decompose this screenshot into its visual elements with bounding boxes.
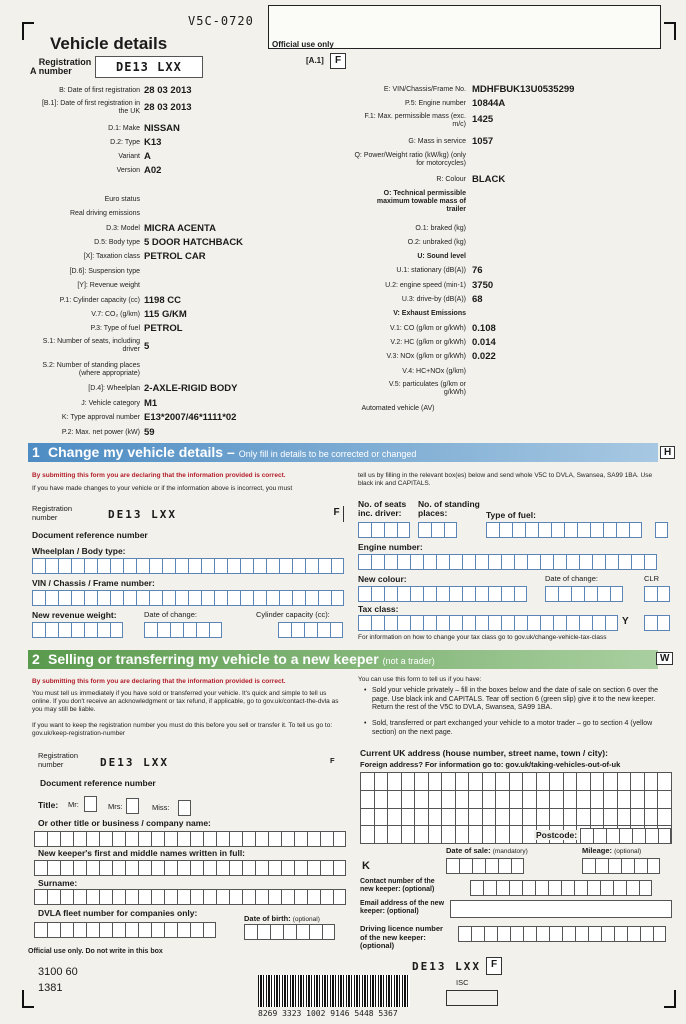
field-value: 0.014 (472, 337, 496, 348)
date-sale-mandatory: (mandatory) (492, 848, 528, 855)
fuel-label: Type of fuel: (486, 510, 536, 520)
date-sale-text: Date of sale: (446, 846, 491, 855)
section1-reg-value: DE13 LXX (108, 508, 177, 521)
field-label: O: Technical permissible maximum towable mass of trailer (376, 190, 466, 213)
field-label: V: Exhaust Emissions (393, 310, 466, 317)
licence-input[interactable] (458, 926, 666, 942)
form-code: V5C-0720 (188, 14, 254, 28)
section2-bullet1: Sold your vehicle privately – fill in the boxes below and the date of sale on section 6 over the page. Use black ink and CAPITALS. Tear off section 6 (green slip) give it to the new keeper. Return the rest of the V5C to DVLA, Swansea, SA99 1BA. (372, 687, 659, 711)
footer-line1: 3100 60 (38, 966, 78, 978)
section1-banner (28, 443, 658, 462)
field-label: V.1: CO (g/km or g/kWh) (390, 325, 466, 332)
miss-label: Miss: (152, 803, 170, 812)
section1-title (48, 444, 416, 460)
mileage-optional: (optional) (614, 848, 642, 855)
corner-mark (22, 990, 34, 1008)
other-title-input[interactable] (34, 831, 346, 847)
field-label: U: Sound level (417, 253, 466, 260)
field-label: Variant (118, 153, 140, 160)
footer-reg: DE13 LXX (412, 960, 481, 973)
field-value: BLACK (472, 174, 506, 185)
clr-input[interactable] (644, 586, 670, 602)
field-value: 76 (472, 265, 483, 276)
dob-input[interactable] (244, 924, 335, 940)
fuel-code-input[interactable] (655, 522, 668, 538)
field-value: 1425 (472, 114, 494, 125)
section2-reg-flag: F (330, 756, 335, 765)
field-label: O.2: unbraked (kg) (407, 239, 466, 246)
field-value: A (144, 151, 151, 162)
date-change-label: Date of change: (144, 610, 197, 619)
section2-title-text: Selling or transferring my vehicle to a new keeper (48, 651, 379, 667)
field-label: U.1: stationary (dB(A)) (396, 267, 466, 274)
reg-label-text: Registration number (38, 57, 92, 76)
corner-mark (22, 22, 34, 40)
cylinder-input[interactable] (278, 622, 343, 638)
tax-info: For information on how to change your tax class go to gov.uk/change-vehicle-tax-class (358, 634, 607, 641)
field-value: 1198 CC (144, 295, 181, 306)
contact-input[interactable] (470, 880, 652, 896)
field-value: 5 (144, 341, 150, 352)
field-label: Automated vehicle (AV) (361, 405, 435, 412)
field-label: U.2: engine speed (min-1) (385, 282, 466, 289)
section2-number: 2 (32, 651, 40, 667)
standing-label: No. of standing places: (418, 499, 480, 518)
field-label: D.1: Make (108, 125, 140, 132)
field-label: O.1: braked (kg) (415, 225, 466, 232)
section1-subtitle: Only fill in details to be corrected or changed (238, 449, 417, 459)
field-label: [D.6]: Suspension type (69, 268, 140, 275)
section1-tag: H (660, 446, 675, 459)
other-title-label: Or other title or business / company name: (38, 818, 211, 828)
field-value: 5 DOOR HATCHBACK (144, 237, 244, 248)
section1-declare: By submitting this form you are declaring that the information provided is correct. (32, 472, 286, 479)
a1-flag-box: F (330, 53, 346, 69)
date-sale-label (446, 846, 528, 855)
tax-class-y: Y (622, 616, 629, 627)
licence-label: Driving licence number of the new keeper: (optional) (360, 924, 443, 950)
field-value: 28 03 2013 (144, 102, 192, 113)
field-label: D.5: Body type (94, 239, 140, 246)
field-value: 1057 (472, 136, 494, 147)
fleet-label: DVLA fleet number for companies only: (38, 908, 198, 918)
contact-label: Contact number of the new keeper: (optional) (360, 878, 435, 893)
wheelplan-input[interactable] (32, 558, 344, 574)
field-label: E: VIN/Chassis/Frame No. (383, 86, 466, 93)
wheelplan-label: Wheelplan / Body type: (32, 546, 126, 556)
field-label: Version (116, 167, 140, 174)
dob-optional: (optional) (292, 916, 320, 923)
title-label: Title: (38, 800, 59, 810)
barcode (258, 975, 410, 1007)
tax-code-input[interactable] (644, 615, 670, 631)
mileage-label (582, 846, 641, 855)
field-label: V.2: HC (g/km or g/kWh) (390, 339, 466, 346)
isc-box (446, 990, 498, 1006)
field-value: 115 G/KM (144, 309, 187, 320)
section2-doc-ref: Document reference number (40, 778, 156, 788)
field-value: NISSAN (144, 123, 180, 134)
section2-subtitle: (not a trader) (382, 656, 435, 666)
names-label: New keeper's first and middle names written in full: (38, 848, 246, 858)
section2-reg-value: DE13 LXX (100, 756, 169, 769)
field-label: [X]: Taxation class (83, 253, 140, 260)
section2-p1: You must tell us immediately if you have sold or transferred your vehicle. It's quick and simple to tell us online. If you don't receive an acknowledgment or tax refund, if applicable, go to gov.uk/contact-the-dvla as you may still be liable. (32, 690, 339, 713)
registration-number-box: DE13 LXX (95, 56, 203, 78)
section2-bullet2: Sold, transferred or part exchanged your vehicle to a motor trader – go to section 4 (yellow section) on the next page. (372, 720, 653, 736)
field-label: Euro status (104, 196, 140, 203)
corner-mark (664, 22, 676, 40)
section1-intro-right: tell us by filling in the relevant box(es) below and send whole V5C to DVLA, Swansea, SA99 1BA. Use black ink and CAPITALS. (358, 472, 653, 487)
field-label: D.3: Model (106, 225, 140, 232)
barcode-number: 8269 3323 1002 9146 5448 5367 (258, 1009, 398, 1018)
field-value: MDHFBUK13U0535299 (472, 84, 575, 95)
tax-class-label: Tax class: (358, 604, 399, 614)
postcode-input[interactable] (580, 828, 671, 844)
field-label: B: Date of first registration (59, 87, 140, 94)
field-label: V.7: CO₂ (g/km) (91, 311, 140, 318)
field-label: P.5: Engine number (405, 100, 466, 107)
section2-banner (28, 650, 658, 669)
seats-label: No. of seats inc. driver: (358, 499, 407, 518)
page-title: Vehicle details (50, 34, 168, 53)
field-value: A02 (144, 165, 162, 176)
dob-label-text: Date of birth: (244, 914, 291, 923)
colour-date-input[interactable] (545, 586, 623, 602)
engine-input[interactable] (358, 554, 657, 570)
official-use-label: Official use only (272, 40, 334, 49)
mr-checkbox[interactable] (84, 796, 97, 812)
clr-label: CLR (644, 574, 660, 583)
field-value: 0.108 (472, 323, 496, 334)
field-label: P.1: Cylinder capacity (cc) (59, 297, 140, 304)
section1-reg-flag: F (330, 506, 344, 522)
date-change-input[interactable] (144, 622, 222, 638)
section2-title (48, 651, 435, 667)
vin-input[interactable] (32, 590, 344, 606)
section2-reg-label: Registration number (38, 751, 79, 769)
field-value: 59 (144, 427, 155, 438)
field-label: V.4: HC+NOx (g/km) (402, 368, 466, 375)
mr-label: Mr: (68, 800, 79, 809)
field-label: [Y]: Revenue weight (77, 282, 140, 289)
section1-intro: If you have made changes to your vehicle or if the information above is incorrect, you must (32, 485, 293, 492)
reg-code: A (30, 66, 37, 76)
fleet-input[interactable] (34, 922, 216, 938)
reg-label (30, 58, 95, 76)
section2-declare: By submitting this form you are declaring that the information provided is correct. (32, 678, 286, 685)
field-label: [D.4]: Wheelplan (88, 385, 140, 392)
bullet-dot: • (364, 687, 367, 694)
section2-right-intro: You can use this form to tell us if you have: (358, 676, 482, 683)
names-input[interactable] (34, 860, 346, 876)
field-value: PETROL (144, 323, 183, 334)
field-label: S.2: Number of standing places (where appropriate) (42, 362, 140, 377)
bullet-dot: • (364, 720, 367, 727)
seats-input[interactable] (358, 522, 410, 538)
field-value: 28 03 2013 (144, 85, 192, 96)
field-label: G: Mass in service (408, 138, 466, 145)
address-label: Current UK address (house number, street name, town / city): (360, 748, 608, 758)
surname-label: Surname: (38, 878, 78, 888)
fuel-input[interactable] (486, 522, 642, 538)
engine-label: Engine number: (358, 542, 423, 552)
revenue-weight-input[interactable] (32, 622, 123, 638)
field-label: U.3: drive-by (dB(A)) (401, 296, 466, 303)
email-label: Email address of the new keeper: (optional) (360, 900, 445, 915)
field-label: J: Vehicle category (81, 400, 140, 407)
field-value: 3750 (472, 280, 494, 291)
field-label: Real driving emissions (69, 210, 140, 217)
field-label: R: Colour (436, 176, 466, 183)
isc-label: ISC (456, 978, 469, 987)
email-input[interactable] (450, 900, 672, 918)
mrs-checkbox[interactable] (126, 798, 139, 814)
cylinder-label: Cylinder capacity (cc): (256, 610, 330, 619)
field-value: M1 (144, 398, 158, 409)
postcode-label: Postcode: (536, 830, 578, 840)
revenue-weight-label: New revenue weight: (32, 610, 117, 620)
section1-title-text: Change my vehicle details – (48, 444, 235, 460)
colour-input[interactable] (358, 586, 527, 602)
field-value: MICRA ACENTA (144, 223, 216, 234)
section1-reg-label: Registration number (32, 504, 73, 522)
mrs-label: Mrs: (108, 802, 123, 811)
mileage-text: Mileage: (582, 846, 613, 855)
field-label: F.1: Max. permissible mass (exc. m/c) (364, 113, 466, 128)
miss-checkbox[interactable] (178, 800, 191, 816)
mileage-input[interactable] (582, 858, 660, 874)
foreign-label: Foreign address? For information go to: gov.uk/taking-vehicles-out-of-uk (360, 760, 621, 769)
section2-tag: W (656, 652, 673, 665)
field-value: 10844A (472, 98, 506, 109)
field-value: 0.022 (472, 351, 496, 362)
dob-label (244, 914, 320, 923)
k-flag: K (362, 860, 370, 872)
standing-input[interactable] (418, 522, 457, 538)
field-label: S.1: Number of seats, including driver (42, 338, 140, 353)
field-label: [B.1]: Date of first registration in the UK (41, 100, 140, 115)
footer-official: Official use only. Do not write in this box (28, 948, 163, 955)
field-value: K13 (144, 137, 162, 148)
field-label: P.2: Max. net power (kW) (61, 429, 140, 436)
a1-label: [A.1] (306, 56, 324, 65)
field-label: V.5: particulates (g/km or g/kWh) (388, 381, 466, 396)
vin-label: VIN / Chassis / Frame number: (32, 578, 155, 588)
field-value: E13*2007/46*1111*02 (144, 412, 237, 423)
corner-mark (664, 990, 676, 1008)
footer-flag: F (486, 957, 502, 975)
colour-label: New colour: (358, 574, 407, 584)
field-label: V.3: NOx (g/km or g/kWh) (386, 353, 466, 360)
colour-date-label: Date of change: (545, 574, 598, 583)
field-label: K: Type approval number (61, 414, 140, 421)
footer-line2: 1381 (38, 982, 63, 994)
field-value: 68 (472, 294, 483, 305)
field-value: 2-AXLE-RIGID BODY (144, 383, 238, 394)
field-value: PETROL CAR (144, 251, 206, 262)
doc-ref-label: Document reference number (32, 530, 148, 540)
date-sale-input[interactable] (446, 858, 524, 874)
tax-class-input[interactable] (358, 615, 618, 631)
section1-number: 1 (32, 444, 40, 460)
field-label: Q: Power/Weight ratio (kW/kg) (only for motorcycles) (354, 152, 466, 167)
section2-p2: If you want to keep the registration number you must do this before you sell or transfer it. To tell us go to: gov.uk/keep-registration-number (32, 722, 333, 737)
surname-input[interactable] (34, 889, 346, 905)
field-label: P.3: Type of fuel (90, 325, 140, 332)
field-label: D.2: Type (110, 139, 140, 146)
